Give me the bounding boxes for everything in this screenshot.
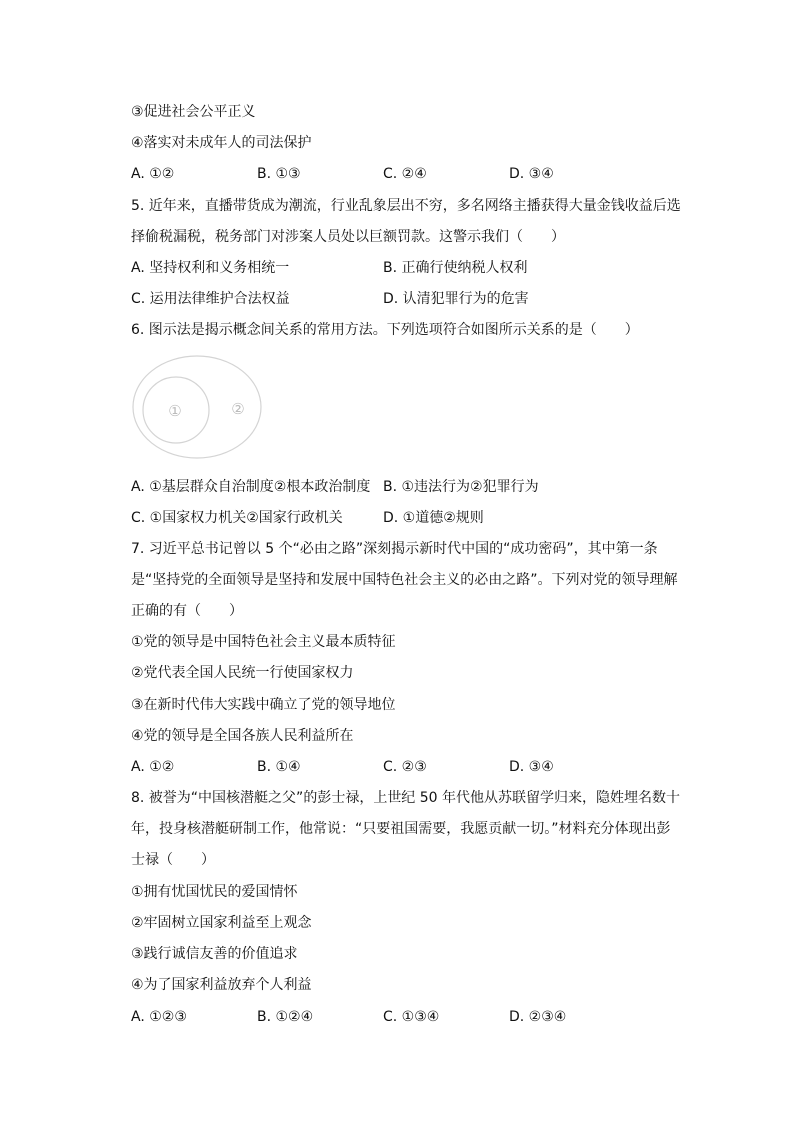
prev-option-b: B. ①③ [257,166,301,182]
q7-item-3: ③在新时代伟大实践中确立了党的领导地位 [131,697,396,713]
q7-option-c: C. ②③ [383,759,427,775]
q5-option-b: B. 正确行使纳税人权利 [383,260,528,276]
q6-option-d: D. ①道德②规则 [383,510,484,526]
q8-stem-line-1: 8. 被誉为“中国核潜艇之父”的彭士禄，上世纪 50 年代他从苏联留学归来，隐姓埋名数十 [131,790,681,806]
q7-stem-line-3: 正确的有（ ） [131,603,243,619]
prev-item-4: ④落实对未成年人的司法保护 [131,135,312,151]
q8-item-2: ②牢固树立国家利益至上观念 [131,915,312,931]
prev-option-c: C. ②④ [383,166,427,182]
q8-item-1: ①拥有忧国忧民的爱国情怀 [131,884,298,900]
q7-item-1: ①党的领导是中国特色社会主义最本质特征 [131,634,396,650]
prev-item-3: ③促进社会公平正义 [131,104,256,120]
q5-option-c: C. 运用法律维护合法权益 [131,291,290,307]
q5-option-a: A. 坚持权利和义务相统一 [131,260,290,276]
q6-option-a: A. ①基层群众自治制度②根本政治制度 [131,479,371,495]
q7-item-2: ②党代表全国人民统一行使国家权力 [131,665,354,681]
q6-stem-line-1: 6. 图示法是揭示概念间关系的常用方法。下列选项符合如图所示关系的是（ ） [131,322,639,338]
q7-option-a: A. ①② [131,759,175,775]
q5-option-d: D. 认清犯罪行为的危害 [383,291,529,307]
inner-circle-label: ① [168,402,182,420]
q6-option-b: B. ①违法行为②犯罪行为 [383,479,539,495]
q7-option-b: B. ①④ [257,759,301,775]
q8-stem-line-2: 年，投身核潜艇研制工作，他常说：“只要祖国需要，我愿贡献一切。”材料充分体现出彭 [131,821,671,837]
q8-item-3: ③践行诚信友善的价值追求 [131,946,298,962]
q7-stem-line-2: 是“坚持党的全面领导是坚持和发展中国特色社会主义的必由之路”。下列对党的领导理解 [131,572,678,588]
q8-option-d: D. ②③④ [509,1009,567,1025]
outer-circle-label: ② [231,400,245,418]
venn-diagram-svg [131,352,265,460]
q5-stem-line-1: 5. 近年来，直播带货成为潮流，行业乱象层出不穷，多名网络主播获得大量金钱收益后选 [131,198,681,214]
q8-option-a: A. ①②③ [131,1009,187,1025]
q8-option-c: C. ①③④ [383,1009,440,1025]
q8-stem-line-3: 士禄（ ） [131,852,215,868]
venn-diagram [131,352,265,460]
q7-item-4: ④党的领导是全国各族人民利益所在 [131,728,354,744]
q8-option-b: B. ①②④ [257,1009,314,1025]
q5-stem-line-2: 择偷税漏税，税务部门对涉案人员处以巨额罚款。这警示我们（ ） [131,229,565,245]
q7-stem-line-1: 7. 习近平总书记曾以 5 个“必由之路”深刻揭示新时代中国的“成功密码”，其中第一条 [131,541,658,557]
prev-option-a: A. ①② [131,166,175,182]
prev-option-d: D. ③④ [509,166,554,182]
q8-item-4: ④为了国家利益放弃个人利益 [131,977,312,993]
q6-option-c: C. ①国家权力机关②国家行政机关 [131,510,343,526]
q7-option-d: D. ③④ [509,759,554,775]
